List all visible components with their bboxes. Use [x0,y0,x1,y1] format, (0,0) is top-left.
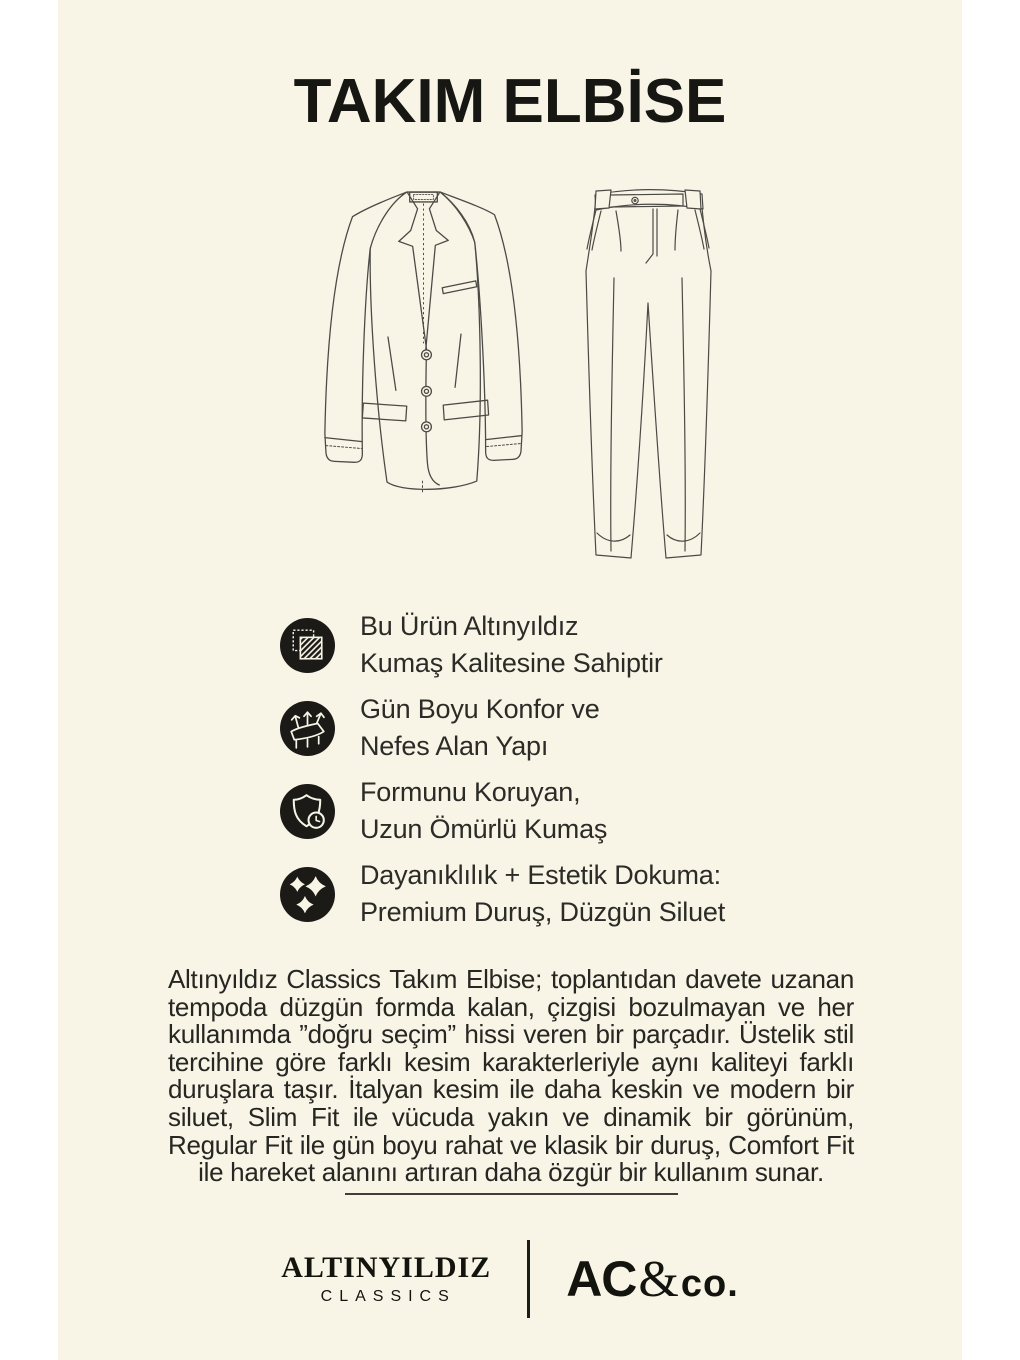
product-description: Altınyıldız Classics Takım Elbise; toplantıdan davete uzanan tempoda düzgün formda kalan, çizgisi bozulmayan ve her kullanımda ”doğru seçim” hissi veren bir parçadır. Üstelik stil tercihine göre farklı kesim karakterleriyle aynı kaliteyi farklı duruşlara taşır. İtalyan kesim ile daha keskin ve modern bir siluet, Slim Fit ile vücuda yakın ve dinamik bir görünüm, Regular Fit ile gün boyu rahat ve klasik bir duruş, Comfort Fit ile hareket alanını artıran daha özgür bir kullanım sunar. [168,964,854,1188]
logo-ampersand: & [638,1250,679,1308]
logo-ac-text: AC [566,1250,637,1307]
feature-item [280,691,725,765]
feature-text [360,608,663,682]
brand-name-primary: ALTINYILDIZ [281,1251,492,1285]
sparkles-icon [280,867,335,922]
feature-text [360,691,600,765]
brand-wordmark [281,1252,491,1306]
feature-list [280,608,725,940]
feature-line: Nefes Alan Yapı [360,731,549,761]
suit-jacket-illustration [315,185,532,497]
fabric-swatch-icon [280,618,335,673]
breathable-fabric-icon [280,701,335,756]
feature-line: Kumaş Kalitesine Sahiptir [360,648,663,678]
logo-co-text: co. [680,1262,739,1305]
divider-line [345,1193,678,1195]
feature-item [280,857,725,931]
feature-line: Bu Ürün Altınyıldız [360,611,579,641]
feature-item [280,774,725,848]
feature-line: Dayanıklılık + Estetik Dokuma: [360,860,721,890]
feature-line: Gün Boyu Konfor ve [360,694,600,724]
feature-text [360,857,725,931]
trousers-illustration [583,183,713,568]
feature-item [280,608,725,682]
brand-footer [58,1240,962,1318]
feature-line: Formunu Koruyan, [360,777,581,807]
brand-name-secondary: CLASSICS [320,1287,456,1305]
product-info-card [58,0,962,1360]
feature-line: Premium Duruş, Düzgün Siluet [360,897,726,927]
shield-clock-icon [280,784,335,839]
feature-text [360,774,607,848]
page-title: TAKIM ELBİSE [293,67,727,136]
feature-line: Uzun Ömürlü Kumaş [360,814,608,844]
brand-separator [527,1240,530,1318]
ac-co-logo [566,1250,739,1309]
